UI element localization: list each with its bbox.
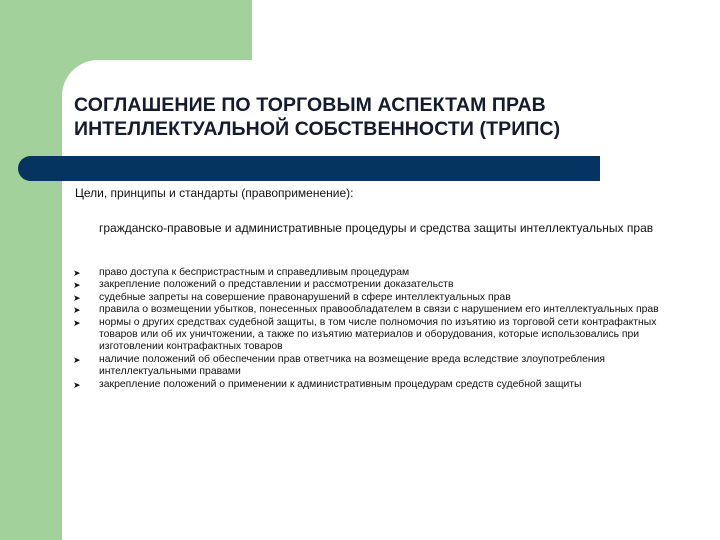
list-item xyxy=(73,292,673,304)
list-item xyxy=(73,317,673,354)
list-item xyxy=(73,379,673,391)
title-underline-bar xyxy=(18,156,600,181)
list-item-text: нормы о других средствах судебной защиты, в том числе полномочия по изъятию из торговой сети контрафактных товаров или об их уничтожении, а также по изъятию материалов и оборудования, которые использовались при изготовлении контрафактных товаров xyxy=(99,316,657,353)
list-item-text: закрепление положений о представлении и рассмотрении доказательств xyxy=(99,279,454,291)
arrowhead-bullet-icon: ➤ xyxy=(73,305,81,316)
list-item xyxy=(73,267,673,279)
arrowhead-bullet-icon: ➤ xyxy=(73,268,81,278)
slide-title-line-2: ИНТЕЛЛЕКТУАЛЬНОЙ СОБСТВЕННОСТИ (ТРИПС) xyxy=(74,118,561,140)
arrowhead-bullet-icon: ➤ xyxy=(73,354,81,365)
arrowhead-bullet-icon: ➤ xyxy=(73,280,81,291)
bullet-list xyxy=(73,267,673,391)
list-item xyxy=(73,304,673,316)
decorative-green-strip-left xyxy=(0,0,62,540)
list-item-text: судебные запреты на совершение правонарушений в сфере интеллектуальных прав xyxy=(99,291,511,303)
list-item-text: наличие положений об обеспечении прав ответчика на возмещение вреда вследствие злоупотребления интеллектуальными правами xyxy=(99,353,606,378)
section-subtitle: Цели, принципы и стандарты (правоприменение): xyxy=(75,186,354,200)
slide-title xyxy=(74,93,714,141)
list-item-text: закрепление положений о применении к административным процедурам средств судебной защиты xyxy=(99,378,582,390)
list-item-text: право доступа к беспристрастным и справедливым процедурам xyxy=(99,267,410,278)
slide-title-line-1: СОГЛАШЕНИЕ ПО ТОРГОВЫМ АСПЕКТАМ ПРАВ xyxy=(74,94,546,116)
arrowhead-bullet-icon: ➤ xyxy=(73,292,81,303)
list-item-text: правила о возмещении убытков, понесенных правообладателем в связи с нарушением его интеллектуальных прав xyxy=(99,304,659,316)
list-item xyxy=(73,354,673,379)
lead-paragraph: гражданско-правовые и административные процедуры и средства защиты интеллектуальных прав xyxy=(99,221,654,235)
arrowhead-bullet-icon: ➤ xyxy=(73,379,81,390)
arrowhead-bullet-icon: ➤ xyxy=(73,317,81,328)
list-item xyxy=(73,279,673,291)
